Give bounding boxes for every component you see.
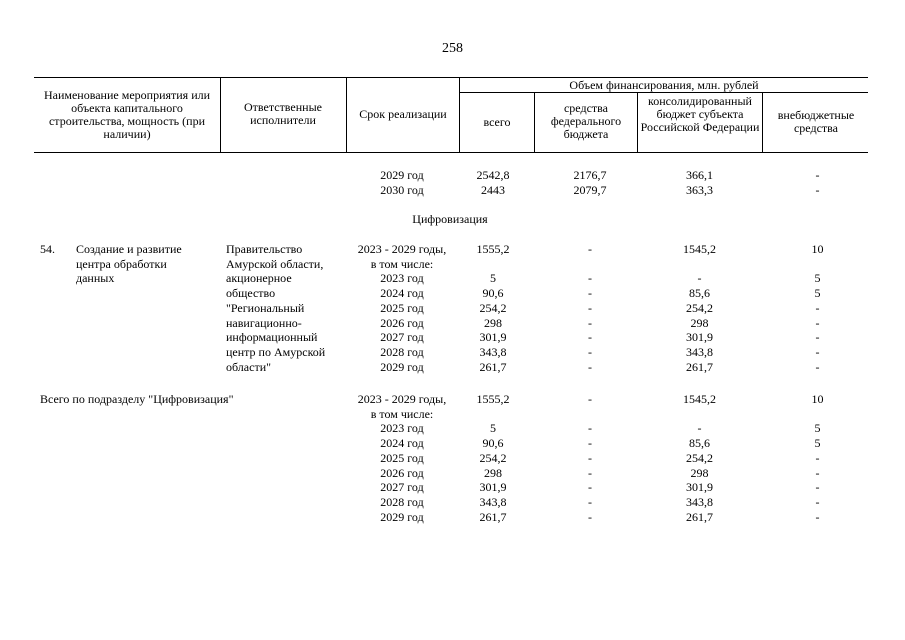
page-number: 258	[442, 41, 463, 56]
item-executor-line: области"	[226, 359, 272, 374]
federal-cell: 2079,7	[573, 182, 607, 197]
extra-cell: -	[815, 168, 820, 182]
consolidated-cell: 343,8	[686, 344, 713, 359]
consolidated-cell: 366,1	[686, 168, 713, 182]
extra-cell: 10	[811, 392, 824, 406]
item-executor-line: общество	[226, 286, 276, 301]
consolidated-cell: 301,9	[686, 330, 713, 345]
consolidated-cell: -	[697, 421, 702, 436]
item-name-line: Создание и развитие	[76, 242, 182, 256]
total-cell: 1555,2	[476, 392, 510, 406]
extra-cell: -	[815, 315, 820, 330]
total-cell: 254,2	[479, 300, 507, 315]
extra-cell: -	[815, 182, 820, 197]
item-executor-line: "Региональный	[226, 300, 305, 315]
item-executor-line: центр по Амурской	[226, 344, 326, 359]
consolidated-cell: -	[697, 271, 702, 286]
term-cell: 2029 год	[380, 168, 424, 182]
term-cell: 2025 год	[380, 300, 424, 315]
header-total: всего	[483, 115, 511, 129]
federal-cell: 2176,7	[573, 168, 607, 182]
total-cell: 2443	[481, 182, 505, 197]
total-cell: 298	[484, 465, 502, 480]
total-cell: 301,9	[479, 330, 507, 345]
extra-cell: -	[815, 300, 820, 315]
term-cell: 2023 год	[380, 421, 424, 436]
federal-cell: -	[588, 436, 592, 451]
item-number: 54.	[40, 242, 55, 256]
header-extra: внебюджетные средства	[777, 108, 855, 135]
col-divider-1	[220, 77, 221, 152]
consolidated-cell: 254,2	[686, 450, 713, 465]
total-cell: 301,9	[479, 480, 507, 495]
term-cell: 2028 год	[380, 494, 424, 509]
federal-cell: -	[588, 315, 592, 330]
extra-cell: 5	[814, 436, 821, 451]
extra-cell: -	[815, 359, 820, 374]
total-cell: 261,7	[479, 509, 507, 524]
header-name: Наименование мероприятия или объекта капитального строительства, мощность (при наличии)	[43, 88, 211, 141]
total-cell: 1555,2	[476, 242, 510, 256]
extra-cell: -	[815, 494, 820, 509]
term-cell: 2023 - 2029 годы,	[357, 392, 447, 406]
consolidated-cell: 85,6	[689, 286, 710, 301]
extra-cell: -	[815, 465, 820, 480]
term-cell: 2023 год	[380, 271, 424, 286]
consolidated-cell: 298	[690, 315, 709, 330]
consolidated-cell: 1545,2	[683, 392, 716, 406]
col-divider-4	[534, 92, 535, 152]
term-cell: 2024 год	[380, 286, 424, 301]
federal-cell: -	[588, 494, 592, 509]
funding-group-rule	[459, 92, 868, 93]
col-divider-2	[346, 77, 347, 152]
term-cell: 2027 год	[380, 480, 424, 495]
header-funding-group: Объем финансирования, млн. рублей	[569, 78, 759, 92]
header-federal: средства федерального бюджета	[550, 101, 622, 141]
federal-cell: -	[588, 242, 592, 256]
extra-cell: -	[815, 344, 820, 359]
term-cell: 2027 год	[380, 330, 424, 345]
federal-cell: -	[588, 271, 592, 286]
consolidated-cell: 261,7	[686, 509, 713, 524]
total-cell: 90,6	[482, 286, 504, 301]
term-cell: в том числе:	[370, 406, 434, 421]
total-cell: 5	[490, 271, 496, 286]
consolidated-cell: 301,9	[686, 480, 713, 495]
total-cell: 2542,8	[476, 168, 510, 182]
total-cell: 298	[484, 315, 502, 330]
federal-cell: -	[588, 286, 592, 301]
header-executors: Ответственные исполнители	[244, 100, 322, 127]
federal-cell: -	[588, 509, 592, 524]
federal-cell: -	[588, 300, 592, 315]
item-executor-line: Амурской области,	[226, 256, 324, 271]
federal-cell: -	[588, 359, 592, 374]
section-title: Цифровизация	[412, 212, 488, 226]
subtotal-label: Всего по подразделу "Цифровизация"	[40, 392, 234, 406]
federal-cell: -	[588, 330, 592, 345]
term-cell: 2028 год	[380, 344, 424, 359]
consolidated-cell: 298	[690, 465, 709, 480]
item-executor-line: навигационно-	[226, 315, 302, 330]
federal-cell: -	[588, 480, 592, 495]
federal-cell: -	[588, 450, 592, 465]
extra-cell: -	[815, 450, 820, 465]
consolidated-cell: 85,6	[689, 436, 710, 451]
consolidated-cell: 363,3	[686, 182, 713, 197]
extra-cell: -	[815, 509, 820, 524]
extra-cell: 5	[814, 286, 821, 301]
federal-cell: -	[588, 392, 592, 406]
extra-cell: 5	[814, 271, 821, 286]
term-cell: 2029 год	[380, 359, 424, 374]
total-cell: 261,7	[479, 359, 507, 374]
term-cell: 2030 год	[380, 182, 424, 197]
total-cell: 5	[490, 421, 496, 436]
total-cell: 254,2	[479, 450, 507, 465]
consolidated-cell: 1545,2	[683, 242, 716, 256]
header-consolidated: консолидированный бюджет субъекта Российской Федерации	[640, 94, 760, 134]
federal-cell: -	[588, 344, 592, 359]
federal-cell: -	[588, 421, 592, 436]
term-cell: 2025 год	[380, 450, 424, 465]
item-executor-line: Правительство	[226, 242, 303, 256]
item-executor-line: акционерное	[226, 271, 292, 286]
header-term: Срок реализации	[359, 107, 447, 121]
term-cell: 2026 год	[380, 465, 424, 480]
term-cell: 2029 год	[380, 509, 424, 524]
consolidated-cell: 261,7	[686, 359, 713, 374]
term-cell: 2024 год	[380, 436, 424, 451]
item-executor-line: информационный	[226, 330, 318, 345]
total-cell: 343,8	[479, 494, 507, 509]
item-name-line: данных	[76, 271, 115, 286]
extra-cell: -	[815, 480, 820, 495]
header-bottom-rule	[34, 152, 868, 153]
consolidated-cell: 254,2	[686, 300, 713, 315]
total-cell: 343,8	[479, 344, 507, 359]
term-cell: в том числе:	[370, 256, 434, 271]
extra-cell: 5	[814, 421, 821, 436]
term-cell: 2026 год	[380, 315, 424, 330]
item-name-line: центра обработки	[76, 256, 167, 271]
total-cell: 90,6	[482, 436, 504, 451]
extra-cell: -	[815, 330, 820, 345]
consolidated-cell: 343,8	[686, 494, 713, 509]
col-divider-6	[762, 92, 763, 152]
term-cell: 2023 - 2029 годы,	[357, 242, 447, 256]
federal-cell: -	[588, 465, 592, 480]
extra-cell: 10	[811, 242, 824, 256]
